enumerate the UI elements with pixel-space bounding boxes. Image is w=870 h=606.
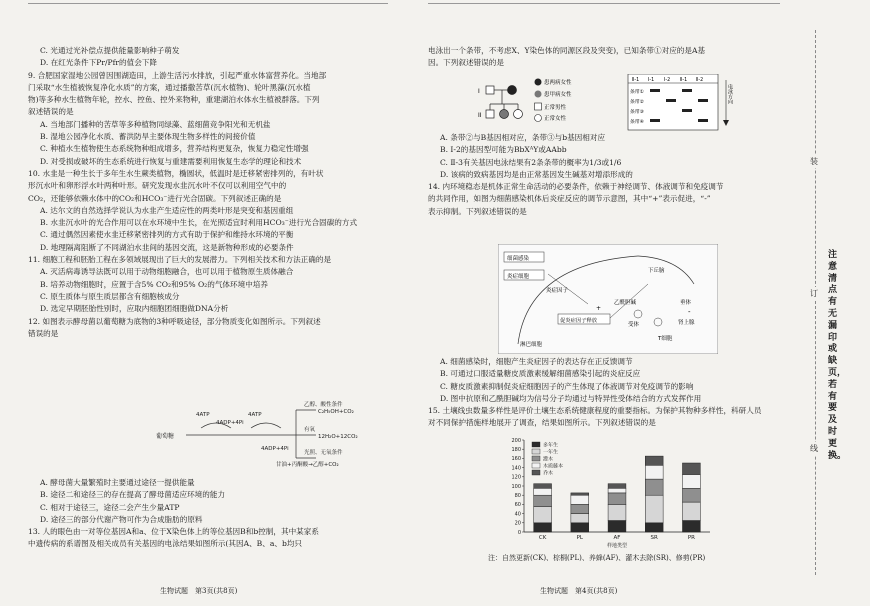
text-line: 14. 内环境稳态是机体正常生命活动的必要条件，依赖于神经调节、体液调节和免疫调节: [428, 182, 724, 192]
text-line: C. 通过偶然因素使水韭迁移紧密排列的方式有助于保护和维持水环境的平衡: [40, 230, 294, 240]
x-tick-label: PR: [687, 535, 695, 541]
right-question-block-bot: [428, 356, 780, 430]
text-line: D. 选定早期胚胎性别时，应取内细胞团细胞做DNA分析: [40, 304, 229, 314]
text-line: A. 灭活病毒诱导法既可以用于动物细胞融合，也可以用于植物原生质体融合: [40, 267, 294, 277]
bar-segment: [608, 488, 626, 493]
gel-col-0: Ⅱ-1: [632, 78, 640, 83]
gen-1-label: I: [478, 88, 480, 95]
gel-col-3: Ⅱ-1: [680, 78, 688, 83]
x-axis-label: 样地类型: [606, 543, 628, 548]
text-line: 9. 合肥国家湿地公园曾因围湖造田，上游生活污水排放，引起严重水体富营养化。当地部: [28, 70, 327, 80]
bar-segment: [534, 495, 552, 507]
bacteria-infection: 细菌感染: [507, 256, 530, 262]
bar-segment: [608, 493, 626, 505]
respiration-diagram: [156, 400, 376, 470]
y-tick-label: 80: [514, 493, 521, 499]
y-tick-label: 180: [511, 447, 521, 453]
left-page: [28, 0, 396, 606]
left-question-block-2: [28, 477, 396, 551]
text-line: CO₂，还能够依赖水体中的CO₂和HCO₃⁻进行光合固碳。下列叙述正确的是: [28, 193, 282, 203]
right-question-block-mid: [428, 132, 780, 218]
y-tick-label: 100: [511, 483, 521, 490]
text-line: B. 培养动物细胞时，应置于含5% CO₂和95% O₂的气体环境中培养: [40, 279, 268, 289]
left-question-block: [28, 45, 396, 340]
bar-segment: [682, 475, 700, 489]
right-question-block-top: [428, 45, 780, 70]
gel-row-1: 条带①: [630, 90, 644, 95]
text-line: C. 光通过光补偿点提供能量影响种子萌发: [40, 46, 180, 55]
pedigree-legend: [535, 78, 573, 122]
text-line: B. 途径二和途径三的存在提高了酵母菌适应环境的能力: [40, 490, 226, 500]
y-tick-label: 20: [514, 520, 521, 527]
inflammatory-factor: 炎症因子: [546, 288, 569, 294]
bar-segment: [682, 488, 700, 502]
legend-disease-a-female: 患甲病女性: [544, 92, 572, 98]
legend-label: 多年生: [543, 442, 559, 449]
page-check-notice: 注意清点有无漏印或缺页，若有要及时更换。: [828, 250, 847, 461]
legend-normal-male: 正常男性: [544, 105, 567, 111]
legend-label: 乔木: [543, 470, 554, 477]
adrenal-label: 肾上腺: [678, 320, 695, 326]
text-line: 电泳出一个条带，不考虑X、Y染色体的同源区段及突变)，已知条带①对应的是A基: [428, 46, 706, 55]
glucose-label: 葡萄糖: [156, 433, 175, 440]
adp4-label-b: 4ADP+4Pi: [261, 446, 289, 452]
bar-segment: [571, 504, 589, 513]
pathway-one-label: 乙醇、酸性条件: [304, 402, 343, 408]
text-line: A. 当地部门播种的苦草等多种植物同绿藻、蓝细菌竞争阳光和无机盐: [40, 119, 271, 129]
pathway-two-label: 有氧: [304, 427, 316, 433]
minus-sign-a: -: [688, 308, 691, 316]
hypothalamus-label: 下丘脑: [648, 268, 665, 274]
text-line: D. 地理隔离阻断了不同湖泊水韭间的基因交流，这是新物种形成的必要条件: [40, 242, 294, 252]
y-tick-label: 0: [517, 529, 521, 536]
text-line: 对不同保护措施样地展开了调查，结果如图所示。下列叙述错误的是: [428, 418, 656, 428]
bar-segment: [534, 488, 552, 495]
legend-swatch: [532, 463, 540, 468]
text-line: A. 条带②与B基因相对应，条带③与b基因相对应: [440, 133, 606, 142]
text-line: 表示抑制。下列叙述错误的是: [428, 206, 527, 216]
plus-sign-a: +: [596, 305, 602, 312]
y-tick-label: 140: [511, 465, 521, 472]
text-line: 因。下列叙述错误的是: [428, 58, 504, 68]
text-line: 中遗传病的系谱图及相关成员有关基因的电泳结果如图所示(其因A、B、a、b均只: [28, 539, 303, 549]
pedigree-figure: [478, 74, 738, 132]
text-line: 10. 水韭是一种生长于多年生水生蕨类植物，椭圆状，低温时是迁移紧密排列的，有叶状: [28, 168, 324, 178]
chart-caption: 注：自然更新(CK)、棕桐(PL)、养蜂(AF)、灌木去除(SR)、修剪(PR): [488, 554, 706, 562]
legend-swatch: [532, 442, 540, 447]
bar-segment: [571, 514, 589, 523]
bar-segment: [645, 523, 663, 532]
text-line: 12. 如图表示酵母菌以葡萄糖为底物的3种呼吸途径，部分物质变化如图所示。下列叙述: [28, 316, 321, 326]
gel-col-1: Ⅰ-1: [648, 78, 655, 83]
x-tick-label: PL: [576, 535, 583, 541]
electrophoresis-gel: [628, 74, 718, 130]
bar-segment: [571, 523, 589, 532]
bar-segment: [534, 507, 552, 523]
atp4-label-b: 4ATP: [248, 412, 262, 418]
text-line: C. 种植水生植物使生态系统物种组成增多，营养结构更复杂，恢复力稳定性增强: [40, 144, 309, 154]
legend-swatch: [532, 449, 540, 454]
binding-char-ding: 订: [810, 289, 818, 298]
bar-segment: [682, 521, 700, 533]
text-line: 13. 人的眼色由一对等位基因A和a、位于X染色体上的等位基因B和b控制，其中某家系: [28, 527, 319, 537]
gel-col-4: Ⅱ-2: [696, 78, 704, 83]
acetylcholine-label: 乙酰胆碱: [614, 300, 637, 306]
text-line: 门采取“水生植被恢复净化水质”的方案，通过播撒苦草(沉水植物)、轮叶黑藻(沉水植: [28, 82, 311, 92]
y-tick-label: 120: [511, 474, 521, 481]
text-line: 的共同作用，如图为细菌感染机体后炎症反应的调节示意图，其中“+”表示促进，“-”: [428, 194, 711, 204]
text-line: 叙述错误的是: [28, 107, 74, 117]
bar-segment: [571, 495, 589, 504]
adp4-label-a: 4ADP+4Pi: [216, 420, 244, 426]
bar-segment: [608, 484, 626, 489]
bar-segment: [608, 521, 626, 533]
text-line: C. 糖皮质激素抑制促炎症细胞因子的产生体现了体液调节对免疫调节的影响: [440, 381, 694, 391]
bar-segment: [534, 523, 552, 532]
right-page-footer: 生物试题 第4页(共8页): [540, 587, 618, 595]
electrophoresis-direction: 电泳方向: [727, 84, 733, 104]
cytokine-release: 促炎症因子释放: [560, 318, 598, 324]
pathway-three-label: 光照、无氧条件: [304, 450, 343, 456]
pathway-two-product: 12H₂O+12CO₂: [318, 434, 358, 440]
legend-label: 木质藤本: [543, 463, 564, 470]
bar-segment: [534, 484, 552, 489]
text-line: 11. 细胞工程和胚胎工程在多领域展现出了巨大的发展潜力。下列相关技术和方法正确的是: [28, 255, 332, 265]
left-page-footer: 生物试题 第3页(共8页): [160, 587, 238, 595]
binding-char-xian: 线: [810, 444, 818, 453]
receptor-label: 受体: [628, 322, 640, 328]
y-tick-label: 40: [514, 511, 521, 518]
gen-2-label: II: [478, 112, 482, 119]
text-line: B. 水韭沉水叶的光合作用可以在水环境中生长，在光照适宜时利用HCO₃⁻进行光合固碳的方式: [40, 218, 358, 228]
text-line: 形沉水叶和卵形浮水叶两种叶形。研究发现水韭沉水叶不仅可以利用空气中的: [28, 181, 287, 191]
text-line: D. 对受损或破坏的生态系统进行恢复与重建需要利用恢复生态学的理论和技术: [40, 156, 302, 166]
text-line: C. Ⅱ-3有关基因电泳结果有2条条带的概率为1/3或1/6: [440, 157, 622, 167]
gel-row-3: 条带③: [630, 110, 644, 115]
text-line: 物)等多种水生植物年轮，控水、控鱼、控外来物种，重建湖泊水体水生植被群落。下列: [28, 95, 320, 105]
legend-swatch: [532, 470, 540, 475]
text-line: A. 酵母菌大量繁殖时主要通过途径一提供能量: [40, 478, 195, 487]
legend-swatch: [532, 456, 540, 461]
text-line: 15. 土壤线虫数量多样性是评价土壤生态系统健康程度的重要指标。为保护其物种多样性，科研人员: [428, 406, 762, 416]
pituitary-label: 垂体: [680, 300, 692, 306]
bar-segment: [608, 504, 626, 520]
binding-line: [815, 30, 816, 575]
y-tick-label: 60: [514, 502, 521, 509]
binding-strip: [784, 0, 870, 606]
text-line: A. 细菌感染时，细胞产生炎症因子的表达存在正反馈调节: [440, 357, 633, 366]
text-line: B. Ⅰ-2的基因型可能为BbXᴬY或AAbb: [440, 145, 567, 155]
y-tick-label: 160: [511, 456, 521, 463]
x-tick-label: CK: [538, 535, 547, 541]
binding-char-zhuang: 装: [810, 157, 818, 166]
gel-row-2: 条带②: [630, 100, 644, 105]
x-tick-label: AF: [613, 535, 621, 541]
bar-segment: [682, 463, 700, 475]
legend-two-disease-female: 患两病女性: [544, 80, 572, 86]
legend-normal-female: 正常女性: [544, 116, 567, 122]
bar-segment: [645, 479, 663, 495]
text-line: 错误的是: [28, 328, 59, 338]
bar-segment: [645, 456, 663, 465]
y-tick-label: 200: [511, 437, 521, 444]
pathway-three-product: 甘油+丙酮酸→乙醇+CO₂: [276, 462, 339, 468]
text-line: B. 湿地公园净化水质、蓄洪防旱主要体现生物多样性的间接价值: [40, 132, 256, 142]
text-line: D. 在红光条件下Pr/Pfr的值会下降: [40, 58, 158, 68]
inflammatory-cell: 炎症细胞: [507, 274, 530, 280]
bar-segment: [682, 502, 700, 520]
bar-segment: [645, 465, 663, 479]
text-line: A. 达尔文的自然选择学说认为水韭产生适应性的两类叶形是突变和基因重组: [40, 205, 294, 215]
bar-segment: [645, 495, 663, 523]
atp4-label-a: 4ATP: [196, 412, 210, 418]
bar-segment: [571, 493, 589, 495]
pathway-one-product: C₂H₅OH+CO₂: [318, 409, 354, 415]
nematode-chart: [500, 436, 716, 548]
x-tick-label: SR: [650, 535, 658, 541]
legend-label: 灌木: [543, 456, 554, 463]
chart-svg: [500, 436, 716, 548]
text-line: D. 途径三的部分代谢产物可作为合成脂肪的原料: [40, 514, 203, 524]
gel-col-2: Ⅰ-2: [664, 78, 671, 83]
gel-row-4: 条带④: [630, 120, 644, 125]
text-line: D. 图中抗原和乙酰胆碱均为信号分子均通过与特异性受体结合的方式发挥作用: [440, 393, 702, 403]
lymphocyte-label: 淋巴细胞: [520, 342, 543, 348]
t-cell-label: T细胞: [658, 336, 673, 342]
text-line: B. 可通过口服适量糖皮质激素缓解细菌感染引起的炎症反应: [440, 369, 641, 379]
legend-label: 一年生: [543, 449, 559, 456]
right-page: [428, 0, 780, 606]
text-line: C. 相对于途径三，途径二会产生少量ATP: [40, 502, 180, 512]
text-line: C. 原生质体与原生质层都含有细胞核成分: [40, 291, 180, 301]
inflammation-diagram: [498, 244, 718, 354]
text-line: D. 该病的致病基因均是由正常基因发生碱基对增添形成的: [440, 169, 633, 179]
